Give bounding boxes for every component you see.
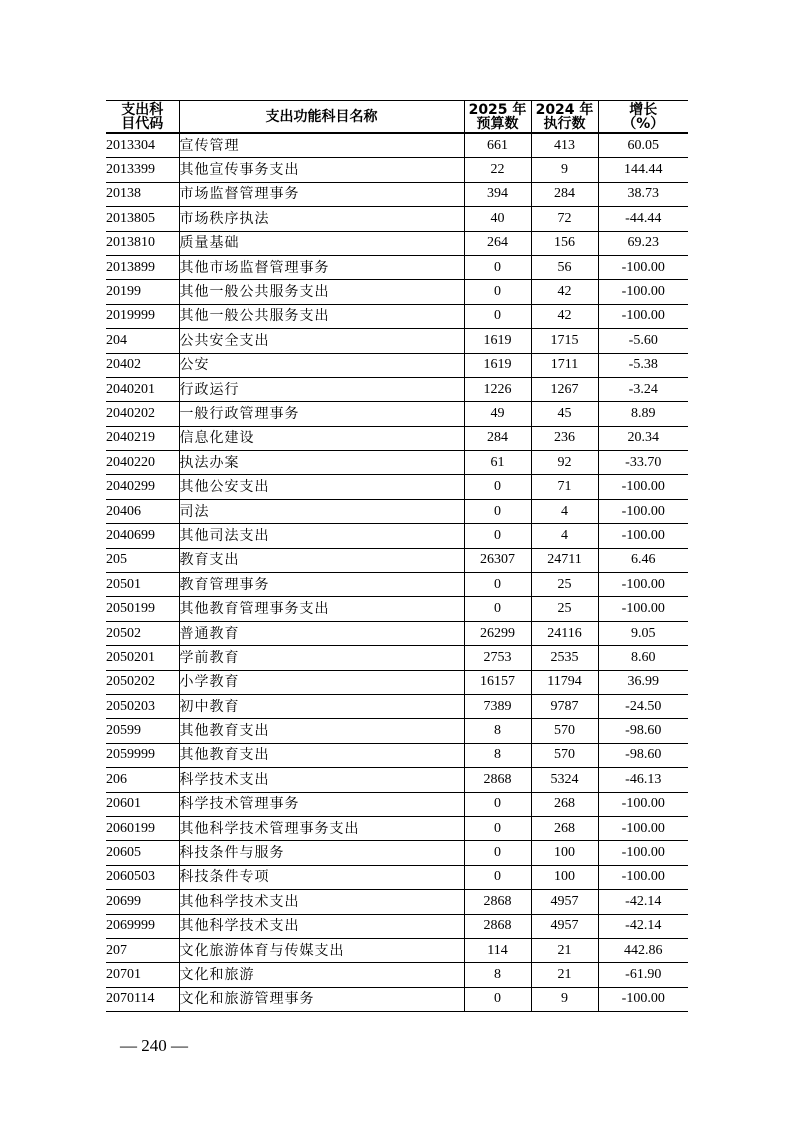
cell-growth: 8.60 bbox=[598, 646, 688, 670]
cell-budget: 0 bbox=[464, 816, 531, 840]
cell-name: 信息化建设 bbox=[179, 426, 464, 450]
cell-name: 公共安全支出 bbox=[179, 329, 464, 353]
cell-growth: -100.00 bbox=[598, 304, 688, 328]
cell-growth: -100.00 bbox=[598, 573, 688, 597]
table-row bbox=[106, 597, 688, 621]
cell-actual: 156 bbox=[531, 231, 598, 255]
cell-budget: 0 bbox=[464, 280, 531, 304]
table-row bbox=[106, 451, 688, 475]
cell-budget: 16157 bbox=[464, 670, 531, 694]
cell-actual: 42 bbox=[531, 280, 598, 304]
cell-budget: 114 bbox=[464, 938, 531, 962]
cell-actual: 21 bbox=[531, 963, 598, 987]
cell-name: 执法办案 bbox=[179, 451, 464, 475]
cell-budget: 661 bbox=[464, 133, 531, 158]
cell-growth: 144.44 bbox=[598, 158, 688, 182]
cell-growth: -33.70 bbox=[598, 451, 688, 475]
cell-actual: 92 bbox=[531, 451, 598, 475]
cell-code: 20199 bbox=[106, 280, 179, 304]
table-body bbox=[106, 133, 688, 1012]
table-row bbox=[106, 426, 688, 450]
cell-actual: 4 bbox=[531, 499, 598, 523]
cell-name: 学前教育 bbox=[179, 646, 464, 670]
table-row bbox=[106, 133, 688, 158]
table-row bbox=[106, 816, 688, 840]
cell-name: 科学技术支出 bbox=[179, 768, 464, 792]
table-row bbox=[106, 890, 688, 914]
cell-actual: 268 bbox=[531, 792, 598, 816]
header-budget: 2025 年 预算数 bbox=[464, 101, 531, 134]
cell-name: 其他公安支出 bbox=[179, 475, 464, 499]
cell-actual: 71 bbox=[531, 475, 598, 499]
cell-actual: 25 bbox=[531, 597, 598, 621]
cell-budget: 0 bbox=[464, 841, 531, 865]
cell-code: 20402 bbox=[106, 353, 179, 377]
cell-name: 其他司法支出 bbox=[179, 524, 464, 548]
cell-budget: 7389 bbox=[464, 694, 531, 718]
table-row bbox=[106, 743, 688, 767]
cell-growth: 6.46 bbox=[598, 548, 688, 572]
table-row bbox=[106, 573, 688, 597]
cell-code: 20502 bbox=[106, 621, 179, 645]
cell-actual: 1711 bbox=[531, 353, 598, 377]
cell-code: 2060199 bbox=[106, 816, 179, 840]
cell-growth: 20.34 bbox=[598, 426, 688, 450]
cell-growth: -100.00 bbox=[598, 865, 688, 889]
cell-name: 司法 bbox=[179, 499, 464, 523]
cell-name: 其他科学技术支出 bbox=[179, 914, 464, 938]
table-row bbox=[106, 231, 688, 255]
cell-name: 其他教育管理事务支出 bbox=[179, 597, 464, 621]
cell-code: 2019999 bbox=[106, 304, 179, 328]
cell-code: 2040219 bbox=[106, 426, 179, 450]
table-row bbox=[106, 792, 688, 816]
cell-code: 20406 bbox=[106, 499, 179, 523]
table-row bbox=[106, 499, 688, 523]
table-row bbox=[106, 548, 688, 572]
table-row bbox=[106, 524, 688, 548]
cell-growth: -100.00 bbox=[598, 597, 688, 621]
cell-growth: -100.00 bbox=[598, 255, 688, 279]
cell-name: 初中教育 bbox=[179, 694, 464, 718]
cell-actual: 570 bbox=[531, 743, 598, 767]
cell-budget: 2868 bbox=[464, 890, 531, 914]
cell-name: 市场秩序执法 bbox=[179, 207, 464, 231]
table-row bbox=[106, 719, 688, 743]
cell-actual: 9 bbox=[531, 987, 598, 1011]
cell-code: 205 bbox=[106, 548, 179, 572]
header-actual: 2024 年 执行数 bbox=[531, 101, 598, 134]
cell-growth: -42.14 bbox=[598, 890, 688, 914]
cell-name: 文化旅游体育与传媒支出 bbox=[179, 938, 464, 962]
cell-name: 科学技术管理事务 bbox=[179, 792, 464, 816]
cell-growth: 69.23 bbox=[598, 231, 688, 255]
cell-budget: 8 bbox=[464, 963, 531, 987]
cell-growth: 38.73 bbox=[598, 182, 688, 206]
cell-budget: 8 bbox=[464, 719, 531, 743]
cell-name: 其他一般公共服务支出 bbox=[179, 280, 464, 304]
cell-growth: -3.24 bbox=[598, 377, 688, 401]
table-row bbox=[106, 402, 688, 426]
cell-actual: 24116 bbox=[531, 621, 598, 645]
page-number: — 240 — bbox=[120, 1036, 188, 1055]
cell-code: 2069999 bbox=[106, 914, 179, 938]
cell-code: 2050203 bbox=[106, 694, 179, 718]
cell-growth: -5.60 bbox=[598, 329, 688, 353]
cell-actual: 5324 bbox=[531, 768, 598, 792]
cell-budget: 0 bbox=[464, 792, 531, 816]
cell-code: 2050199 bbox=[106, 597, 179, 621]
cell-growth: -100.00 bbox=[598, 816, 688, 840]
cell-budget: 2753 bbox=[464, 646, 531, 670]
cell-name: 其他教育支出 bbox=[179, 743, 464, 767]
cell-growth: 60.05 bbox=[598, 133, 688, 158]
cell-code: 20605 bbox=[106, 841, 179, 865]
cell-actual: 1267 bbox=[531, 377, 598, 401]
table-row bbox=[106, 377, 688, 401]
cell-actual: 9 bbox=[531, 158, 598, 182]
table-row bbox=[106, 158, 688, 182]
cell-name: 普通教育 bbox=[179, 621, 464, 645]
cell-actual: 100 bbox=[531, 865, 598, 889]
cell-growth: -100.00 bbox=[598, 841, 688, 865]
cell-budget: 0 bbox=[464, 499, 531, 523]
cell-growth: -100.00 bbox=[598, 280, 688, 304]
cell-growth: -100.00 bbox=[598, 475, 688, 499]
table-row bbox=[106, 304, 688, 328]
table-row bbox=[106, 621, 688, 645]
cell-name: 其他科学技术支出 bbox=[179, 890, 464, 914]
cell-code: 2050201 bbox=[106, 646, 179, 670]
header-growth: 增长 （%） bbox=[598, 101, 688, 134]
cell-budget: 0 bbox=[464, 573, 531, 597]
cell-name: 一般行政管理事务 bbox=[179, 402, 464, 426]
table-row bbox=[106, 865, 688, 889]
cell-growth: -100.00 bbox=[598, 987, 688, 1011]
cell-code: 2013805 bbox=[106, 207, 179, 231]
cell-budget: 1619 bbox=[464, 329, 531, 353]
cell-budget: 49 bbox=[464, 402, 531, 426]
cell-code: 2013899 bbox=[106, 255, 179, 279]
cell-budget: 40 bbox=[464, 207, 531, 231]
cell-name: 科技条件专项 bbox=[179, 865, 464, 889]
cell-name: 教育管理事务 bbox=[179, 573, 464, 597]
cell-code: 207 bbox=[106, 938, 179, 962]
cell-actual: 9787 bbox=[531, 694, 598, 718]
cell-actual: 24711 bbox=[531, 548, 598, 572]
cell-budget: 284 bbox=[464, 426, 531, 450]
table-row bbox=[106, 329, 688, 353]
table-row bbox=[106, 475, 688, 499]
cell-actual: 268 bbox=[531, 816, 598, 840]
cell-actual: 570 bbox=[531, 719, 598, 743]
cell-code: 2013304 bbox=[106, 133, 179, 158]
cell-actual: 56 bbox=[531, 255, 598, 279]
cell-growth: 36.99 bbox=[598, 670, 688, 694]
cell-budget: 264 bbox=[464, 231, 531, 255]
header-code: 支出科 目代码 bbox=[106, 101, 179, 134]
table-row bbox=[106, 280, 688, 304]
table-row bbox=[106, 987, 688, 1011]
cell-growth: -46.13 bbox=[598, 768, 688, 792]
cell-budget: 1619 bbox=[464, 353, 531, 377]
cell-growth: 8.89 bbox=[598, 402, 688, 426]
table-row bbox=[106, 963, 688, 987]
table-row bbox=[106, 353, 688, 377]
cell-budget: 394 bbox=[464, 182, 531, 206]
table-row bbox=[106, 670, 688, 694]
cell-budget: 0 bbox=[464, 255, 531, 279]
cell-budget: 0 bbox=[464, 475, 531, 499]
cell-code: 2059999 bbox=[106, 743, 179, 767]
cell-actual: 25 bbox=[531, 573, 598, 597]
cell-actual: 413 bbox=[531, 133, 598, 158]
cell-code: 2040201 bbox=[106, 377, 179, 401]
cell-actual: 4957 bbox=[531, 914, 598, 938]
cell-code: 2013810 bbox=[106, 231, 179, 255]
cell-growth: 9.05 bbox=[598, 621, 688, 645]
cell-actual: 11794 bbox=[531, 670, 598, 694]
cell-code: 2040202 bbox=[106, 402, 179, 426]
cell-name: 其他教育支出 bbox=[179, 719, 464, 743]
cell-code: 206 bbox=[106, 768, 179, 792]
cell-growth: -61.90 bbox=[598, 963, 688, 987]
cell-code: 20501 bbox=[106, 573, 179, 597]
cell-code: 2040220 bbox=[106, 451, 179, 475]
cell-code: 204 bbox=[106, 329, 179, 353]
cell-budget: 22 bbox=[464, 158, 531, 182]
cell-budget: 61 bbox=[464, 451, 531, 475]
cell-name: 质量基础 bbox=[179, 231, 464, 255]
cell-actual: 42 bbox=[531, 304, 598, 328]
cell-code: 2040299 bbox=[106, 475, 179, 499]
cell-growth: -100.00 bbox=[598, 499, 688, 523]
cell-code: 20599 bbox=[106, 719, 179, 743]
cell-growth: 442.86 bbox=[598, 938, 688, 962]
table-row bbox=[106, 841, 688, 865]
cell-growth: -44.44 bbox=[598, 207, 688, 231]
cell-code: 2050202 bbox=[106, 670, 179, 694]
cell-actual: 284 bbox=[531, 182, 598, 206]
cell-name: 教育支出 bbox=[179, 548, 464, 572]
cell-code: 20699 bbox=[106, 890, 179, 914]
cell-budget: 2868 bbox=[464, 768, 531, 792]
cell-name: 科技条件与服务 bbox=[179, 841, 464, 865]
table-row bbox=[106, 646, 688, 670]
cell-actual: 72 bbox=[531, 207, 598, 231]
cell-name: 其他科学技术管理事务支出 bbox=[179, 816, 464, 840]
table-row bbox=[106, 938, 688, 962]
cell-code: 20138 bbox=[106, 182, 179, 206]
cell-budget: 26299 bbox=[464, 621, 531, 645]
cell-actual: 4957 bbox=[531, 890, 598, 914]
cell-growth: -98.60 bbox=[598, 719, 688, 743]
cell-code: 2013399 bbox=[106, 158, 179, 182]
table-row bbox=[106, 207, 688, 231]
cell-name: 其他宣传事务支出 bbox=[179, 158, 464, 182]
cell-growth: -100.00 bbox=[598, 792, 688, 816]
table-header bbox=[106, 101, 688, 134]
cell-name: 行政运行 bbox=[179, 377, 464, 401]
cell-name: 其他一般公共服务支出 bbox=[179, 304, 464, 328]
cell-budget: 1226 bbox=[464, 377, 531, 401]
cell-code: 2060503 bbox=[106, 865, 179, 889]
header-name: 支出功能科目名称 bbox=[179, 101, 464, 134]
cell-budget: 26307 bbox=[464, 548, 531, 572]
cell-budget: 2868 bbox=[464, 914, 531, 938]
cell-name: 公安 bbox=[179, 353, 464, 377]
cell-actual: 2535 bbox=[531, 646, 598, 670]
cell-budget: 0 bbox=[464, 987, 531, 1011]
cell-code: 2040699 bbox=[106, 524, 179, 548]
table-row bbox=[106, 694, 688, 718]
cell-name: 小学教育 bbox=[179, 670, 464, 694]
cell-actual: 236 bbox=[531, 426, 598, 450]
cell-name: 文化和旅游 bbox=[179, 963, 464, 987]
table-row bbox=[106, 182, 688, 206]
cell-code: 20701 bbox=[106, 963, 179, 987]
cell-name: 文化和旅游管理事务 bbox=[179, 987, 464, 1011]
cell-actual: 45 bbox=[531, 402, 598, 426]
cell-actual: 1715 bbox=[531, 329, 598, 353]
cell-budget: 0 bbox=[464, 597, 531, 621]
table-row bbox=[106, 768, 688, 792]
cell-budget: 0 bbox=[464, 865, 531, 889]
cell-code: 20601 bbox=[106, 792, 179, 816]
cell-actual: 4 bbox=[531, 524, 598, 548]
cell-budget: 8 bbox=[464, 743, 531, 767]
table-row bbox=[106, 255, 688, 279]
cell-growth: -100.00 bbox=[598, 524, 688, 548]
cell-actual: 100 bbox=[531, 841, 598, 865]
cell-growth: -98.60 bbox=[598, 743, 688, 767]
cell-name: 其他市场监督管理事务 bbox=[179, 255, 464, 279]
table-row bbox=[106, 914, 688, 938]
cell-budget: 0 bbox=[464, 524, 531, 548]
cell-budget: 0 bbox=[464, 304, 531, 328]
cell-actual: 21 bbox=[531, 938, 598, 962]
cell-growth: -5.38 bbox=[598, 353, 688, 377]
cell-code: 2070114 bbox=[106, 987, 179, 1011]
cell-growth: -24.50 bbox=[598, 694, 688, 718]
cell-name: 宣传管理 bbox=[179, 133, 464, 158]
cell-name: 市场监督管理事务 bbox=[179, 182, 464, 206]
cell-growth: -42.14 bbox=[598, 914, 688, 938]
budget-table bbox=[106, 100, 688, 1012]
